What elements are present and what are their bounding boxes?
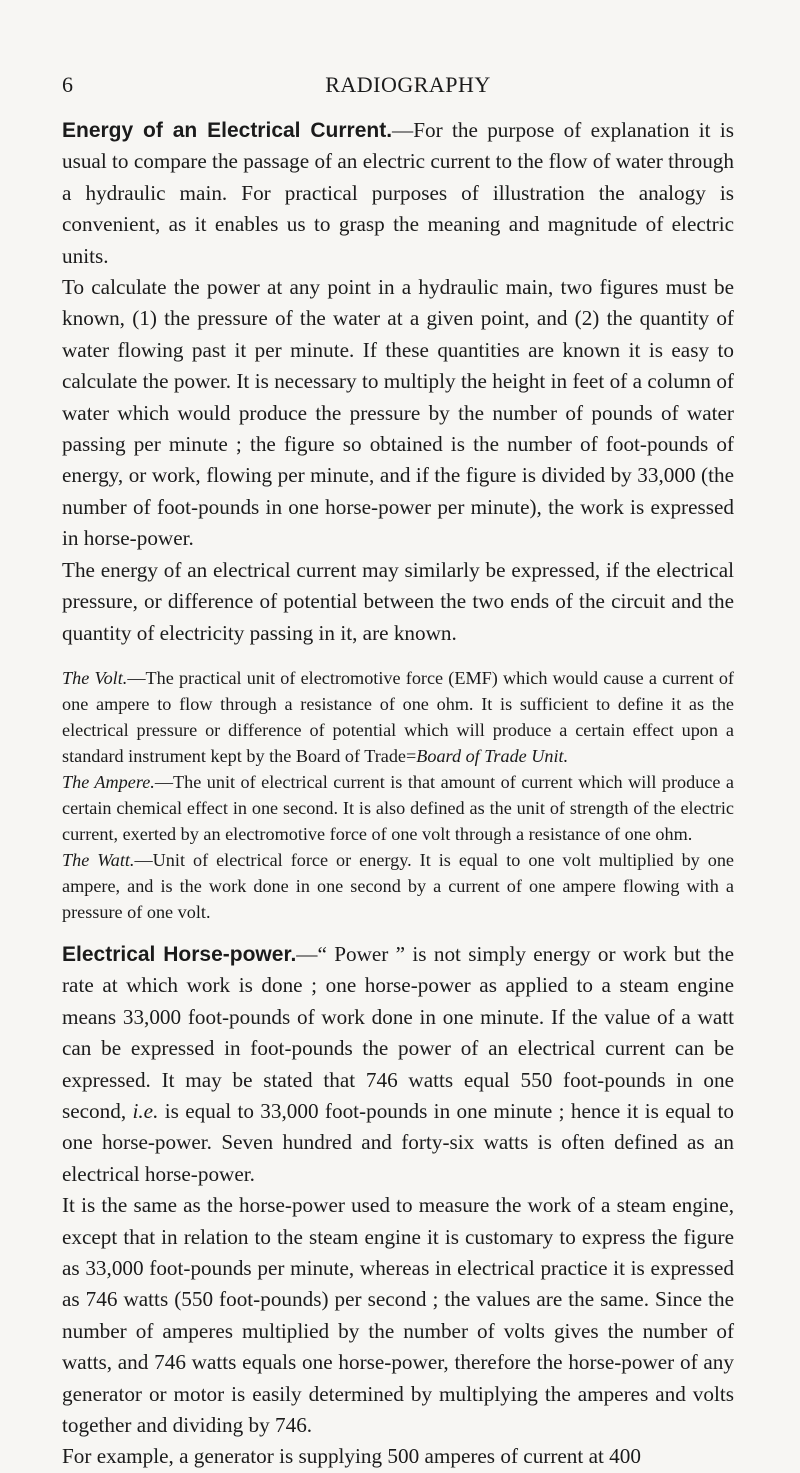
horsepower-heading: Electrical Horse-power.	[62, 942, 297, 966]
watt-text: —Unit of electrical force or energy. It is equal to one volt multiplied by one ampere, and is the work done in one second by a current of one ampere flowing with a pressure of one volt.	[62, 849, 734, 922]
watt-term: The Watt.	[62, 849, 135, 870]
running-title: RADIOGRAPHY	[325, 72, 491, 97]
horsepower-text-b: is equal to 33,000 foot-pounds in one minute ; hence it is equal to one horse-power. Seven hundred and forty-six watts is often defined as an electrical horse-power.	[62, 1098, 734, 1186]
energy-paragraph-3: The energy of an electrical current may similarly be expressed, if the electrical pressure, or difference of potential between the two ends of the circuit and the quantity of electricity passing in it, are known.	[62, 557, 734, 645]
volt-text: —The practical unit of electromotive force (EMF) which would cause a current of one ampere to flow through a resistance of one ohm. It is sufficient to define it as the electrical pressure or difference of potential which will produce a certain effect upon a standard instrument kept by the Board of Trade=	[62, 667, 734, 766]
page-body	[62, 115, 734, 1473]
horsepower-text-a: —“ Power ” is not simply energy or work but the rate at which work is done ; one horse-power as applied to a steam engine means 33,000 foot-pounds of work done in one minute. If the value of a watt can be expressed in foot-pounds the power of an electrical current can be expressed. It may be stated that 746 watts equal 550 foot-pounds in one second,	[62, 941, 734, 1123]
energy-paragraph-1-text: —For the purpose of explanation it is usual to compare the passage of an electric current to the flow of water through a hydraulic main. For practical purposes of illustration the analogy is convenient, as it enables us to grasp the meaning and magnitude of electric units.	[62, 118, 734, 268]
ampere-term: The Ampere.	[62, 771, 155, 792]
energy-paragraph-1	[62, 115, 734, 272]
energy-paragraph-2: To calculate the power at any point in a hydraulic main, two figures must be known, (1) the pressure of the water at a given point, and (2) the quantity of water flowing past it per minute. If these quantities are known it is easy to calculate the power. It is necessary to multiply the height in feet of a column of water which would produce the pressure by the number of pounds of water passing per minute ; the figure so obtained is the number of foot-pounds of energy, or work, flowing per minute, and if the figure is divided by 33,000 (the number of foot-pounds in one horse-power per minute), the work is expressed in horse-power.	[62, 275, 734, 551]
horsepower-paragraph-2: It is the same as the horse-power used to measure the work of a steam engine, except that in relation to the steam engine it is customary to express the figure as 33,000 foot-pounds per minute, whereas in electrical practice it is expressed as 746 watts (550 foot-pounds) per second ; the values are the same. Since the number of amperes multiplied by the number of volts gives the number of watts, and 746 watts equals one horse-power, therefore the horse-power of any generator or motor is easily determined by multiplying the amperes and volts together and dividing by 746.	[62, 1193, 734, 1437]
horsepower-paragraph-1	[62, 939, 734, 1190]
ampere-text: —The unit of electrical current is that amount of current which will produce a certain chemical effect in one second. It is also defined as the unit of strength of the electric current, exerted by an electromotive force of one volt through a resistance of one ohm.	[62, 771, 734, 844]
ie-abbreviation: i.e.	[132, 1098, 159, 1123]
page-number: 6	[62, 72, 73, 97]
ampere-definition	[62, 769, 734, 847]
horsepower-paragraph-3: For example, a generator is supplying 500 amperes of current at 400	[62, 1444, 641, 1469]
watt-definition	[62, 847, 734, 925]
energy-heading: Energy of an Electrical Current.	[62, 119, 393, 142]
volt-term: The Volt.	[62, 667, 128, 688]
page-header	[0, 72, 800, 102]
volt-italic: Board of Trade Unit.	[416, 745, 569, 766]
volt-definition	[62, 665, 734, 769]
